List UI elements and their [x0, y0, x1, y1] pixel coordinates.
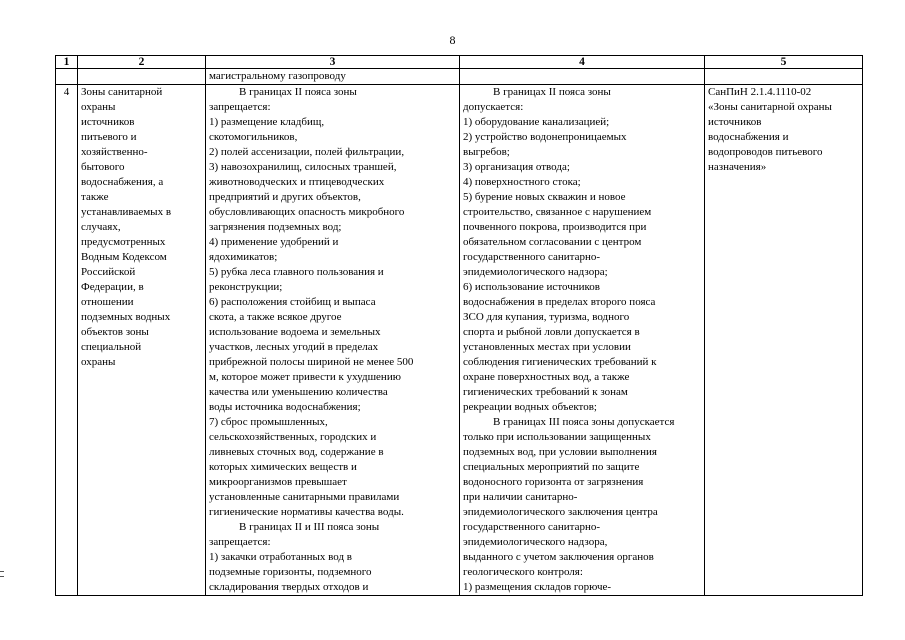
text-line: 5) рубка леса главного пользования и: [209, 266, 384, 278]
text-line: эпидемиологического надзора,: [463, 536, 608, 548]
text-line: 5) бурение новых скважин и новое: [463, 191, 626, 203]
text-line: 1) закачки отработанных вод в: [209, 551, 352, 563]
text-line: водоснабжения и: [708, 131, 789, 143]
text-line: бытового: [81, 161, 125, 173]
text-line: Федерации, в: [81, 281, 144, 293]
text-line: спорта и рыбной ловли допускается в: [463, 326, 640, 338]
text-line: В границах II пояса зоны: [239, 86, 357, 98]
text-line: запрещается:: [209, 101, 271, 113]
text-line: эпидемиологического заключения центра: [463, 506, 658, 518]
text-line: геологического контроля:: [463, 566, 583, 578]
text-line: скота, а также всякое другое: [209, 311, 342, 323]
text-line: 1) оборудование канализацией;: [463, 116, 610, 128]
text-line: специальной: [81, 341, 142, 353]
text-line: которых химических веществ и: [209, 461, 357, 473]
text-line: гигиенических требований к зонам: [463, 386, 628, 398]
text-line: объектов зоны: [81, 326, 149, 338]
text-line: 3) организация отвода;: [463, 161, 570, 173]
text-line: реконструкции;: [209, 281, 283, 293]
text-line: ЗСО для купания, туризма, водного: [463, 311, 630, 323]
text-line: ливневых сточных вод, содержание в: [209, 446, 384, 458]
text-line: микроорганизмов превышает: [209, 476, 347, 488]
text-line: В границах II пояса зоны: [493, 86, 611, 98]
header-row: [56, 56, 863, 69]
zone-type-cell: [78, 85, 206, 596]
text-line: гигиенические нормативы качества воды.: [209, 506, 404, 518]
text-line: также: [81, 191, 109, 203]
continuation-row: [56, 69, 863, 85]
text-line: обязательном согласовании с центром: [463, 236, 642, 248]
text-line: животноводческих и птицеводческих: [209, 176, 385, 188]
text-line: 6) расположения стойбищ и выпаса: [209, 296, 376, 308]
text-line: установленных местах при условии: [463, 341, 631, 353]
text-line: выгребов;: [463, 146, 510, 158]
text-line: водоносного горизонта от загрязнения: [463, 476, 644, 488]
row-number: 4: [56, 85, 78, 596]
text-line: участков, лесных угодий в пределах: [209, 341, 379, 353]
text-line: 4) поверхностного стока;: [463, 176, 581, 188]
text-line: охраны: [81, 356, 116, 368]
text-line: только при использовании защищенных: [463, 431, 651, 443]
col-header-4: 4: [460, 56, 705, 69]
margin-mark: [0, 576, 4, 577]
text-line: 1) размещение кладбищ,: [209, 116, 325, 128]
text-line: 6) использование источников: [463, 281, 600, 293]
text-line: скотомогильников,: [209, 131, 298, 143]
cont-cell-1: [56, 69, 78, 85]
text-line: рекреации водных объектов;: [463, 401, 597, 413]
text-line: 7) сброс промышленных,: [209, 416, 328, 428]
text-line: эпидемиологического надзора;: [463, 266, 608, 278]
text-line: В границах II и III пояса зоны: [239, 521, 380, 533]
text-line: строительство, связанное с нарушением: [463, 206, 652, 218]
table-row: [56, 85, 863, 596]
text-line: СанПиН 2.1.4.1110-02: [708, 86, 812, 98]
text-line: подземных вод, при условии выполнения: [463, 446, 657, 458]
document-table: [55, 55, 863, 596]
text-line: выданного с учетом заключения органов: [463, 551, 654, 563]
text-line: качества или уменьшению количества: [209, 386, 388, 398]
text-line: обусловливающих опасность микробного: [209, 206, 405, 218]
text-line: соблюдения гигиенических требований к: [463, 356, 657, 368]
text-line: прибрежной полосы шириной не менее 500: [209, 356, 414, 368]
text-line: Российской: [81, 266, 136, 278]
text-line: питьевого и: [81, 131, 137, 143]
text-line: 1) размещения складов горюче-: [463, 581, 612, 593]
cont-cell-2: [78, 69, 206, 85]
text-line: водоснабжения в пределах второго пояса: [463, 296, 656, 308]
text-line: водоснабжения, а: [81, 176, 164, 188]
text-line: 2) устройство водонепроницаемых: [463, 131, 627, 143]
text-line: 3) навозохранилищ, силосных траншей,: [209, 161, 397, 173]
text-line: случаях,: [81, 221, 121, 233]
text-line: почвенного покрова, производится при: [463, 221, 647, 233]
text-line: охраны: [81, 101, 116, 113]
col-header-3: 3: [206, 56, 460, 69]
cont-cell-3: магистральному газопроводу: [206, 69, 460, 85]
text-line: хозяйственно-: [81, 146, 148, 158]
text-line: при наличии санитарно-: [463, 491, 578, 503]
text-line: Зоны санитарной: [81, 86, 163, 98]
text-line: 4) применение удобрений и: [209, 236, 339, 248]
cont-cell-5: [705, 69, 863, 85]
text-line: установленные санитарными правилами: [209, 491, 400, 503]
text-line: устанавливаемых в: [81, 206, 172, 218]
page-number: 8: [449, 33, 456, 47]
text-line: Водным Кодексом: [81, 251, 167, 263]
cont-cell-4: [460, 69, 705, 85]
col-header-5: 5: [705, 56, 863, 69]
text-line: государственного санитарно-: [463, 251, 601, 263]
text-line: государственного санитарно-: [463, 521, 601, 533]
col-header-2: 2: [78, 56, 206, 69]
text-line: запрещается:: [209, 536, 271, 548]
text-line: специальных мероприятий по защите: [463, 461, 640, 473]
regulation-cell: [705, 85, 863, 596]
text-line: «Зоны санитарной охраны: [708, 101, 832, 113]
text-line: ядохимикатов;: [209, 251, 278, 263]
margin-mark: [0, 571, 4, 572]
text-line: источников: [708, 116, 762, 128]
text-line: 2) полей ассенизации, полей фильтрации,: [209, 146, 405, 158]
text-line: водопроводов питьевого: [708, 146, 823, 158]
text-line: подземные горизонты, подземного: [209, 566, 372, 578]
text-line: назначения»: [708, 161, 767, 173]
permitted-cell: [460, 85, 705, 596]
text-line: подземных водных: [81, 311, 171, 323]
text-line: загрязнения подземных вод;: [209, 221, 342, 233]
text-line: отношении: [81, 296, 134, 308]
text-line: предусмотренных: [81, 236, 166, 248]
text-line: охране поверхностных вод, а также: [463, 371, 630, 383]
text-line: сельскохозяйственных, городских и: [209, 431, 377, 443]
text-line: допускается:: [463, 101, 524, 113]
text-line: источников: [81, 116, 135, 128]
prohibited-cell: [206, 85, 460, 596]
text-line: складирования твердых отходов и: [209, 581, 369, 593]
text-line: использование водоема и земельных: [209, 326, 381, 338]
text-line: В границах III пояса зоны допускается: [493, 416, 675, 428]
text-line: воды источника водоснабжения;: [209, 401, 361, 413]
col-header-1: 1: [56, 56, 78, 69]
text-line: м, которое может привести к ухудшению: [209, 371, 401, 383]
text-line: предприятий и других объектов,: [209, 191, 361, 203]
